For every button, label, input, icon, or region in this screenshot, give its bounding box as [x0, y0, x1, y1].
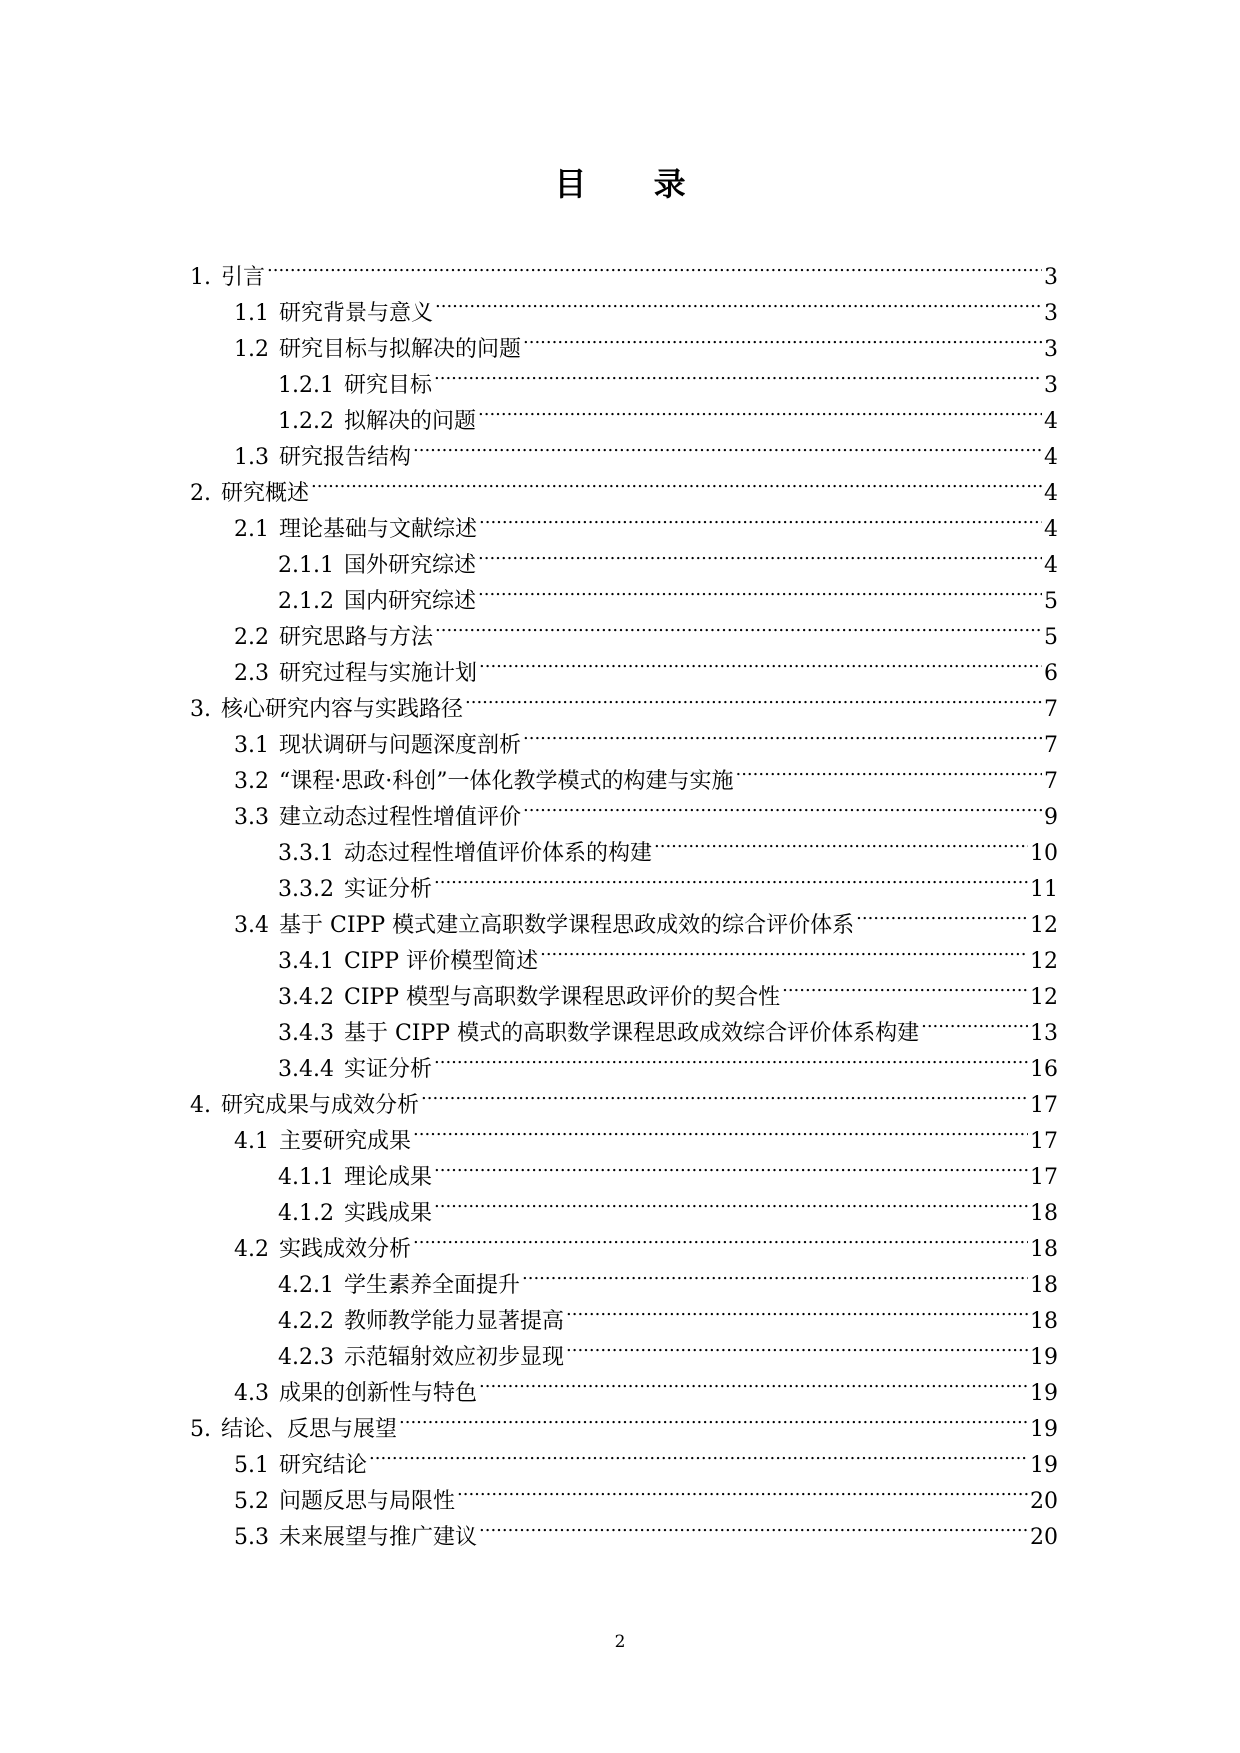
toc-entry-text: 结论、反思与展望 — [221, 1417, 398, 1442]
toc-entry-number: 3.3 — [234, 805, 269, 830]
toc-entry-number: 2.3 — [234, 661, 269, 686]
toc-entry-label — [234, 728, 521, 764]
toc-entry-number: 3.4.4 — [278, 1057, 334, 1082]
toc-entry-text: 实践成效分析 — [279, 1237, 412, 1262]
toc-leader-dots — [540, 932, 1028, 968]
toc-entry-number: 4.2.2 — [278, 1309, 334, 1334]
toc-entry-number: 3.4.2 — [278, 985, 334, 1010]
toc-entry-page: 7 — [1044, 769, 1058, 794]
toc-entry-label — [234, 1232, 411, 1268]
toc-entry-text: 研究思路与方法 — [279, 625, 434, 650]
toc-entry-text: 研究成果与成效分析 — [221, 1093, 420, 1118]
toc-entry-number: 2.2 — [234, 625, 269, 650]
toc-entry-page: 3 — [1044, 265, 1058, 290]
toc-entry-label — [278, 548, 476, 584]
toc-leader-dots — [434, 356, 1042, 392]
toc-entry-page: 3 — [1044, 301, 1058, 326]
toc-leader-dots — [434, 1184, 1028, 1220]
toc-entry-number: 5.1 — [234, 1453, 269, 1478]
toc-entry-number: 3.2 — [234, 769, 269, 794]
toc-entry-page: 19 — [1030, 1453, 1058, 1478]
toc-entry-page: 16 — [1030, 1057, 1058, 1082]
toc-entry-label — [234, 800, 521, 836]
toc-entry-label — [190, 476, 309, 512]
toc-leader-dots — [434, 860, 1028, 896]
toc-entry-label — [190, 260, 265, 296]
toc-leader-dots — [413, 428, 1042, 464]
toc-leader-dots — [479, 1364, 1028, 1400]
toc-entry-text: 教师教学能力显著提高 — [343, 1309, 564, 1334]
toc-entry-text: 国内研究综述 — [343, 589, 476, 614]
toc-entry-page: 19 — [1030, 1417, 1058, 1442]
toc-leader-dots — [479, 1508, 1028, 1544]
toc-entry-page: 5 — [1044, 589, 1058, 614]
toc-leader-dots — [478, 392, 1042, 428]
toc-leader-dots — [566, 1328, 1028, 1364]
toc-entry-2[interactable] — [190, 464, 1058, 506]
toc-entry-page: 20 — [1030, 1525, 1058, 1550]
toc-entry-label — [190, 692, 463, 728]
toc-leader-dots — [421, 1076, 1028, 1112]
toc-entry-number: 3.3.2 — [278, 877, 334, 902]
toc-leader-dots — [399, 1400, 1028, 1436]
toc-entry-text: CIPP 模型与高职数学课程思政评价的契合性 — [343, 985, 781, 1010]
toc-entry-text: 引言 — [221, 265, 266, 290]
toc-entry-number: 5.3 — [234, 1525, 269, 1550]
toc-entry-label — [278, 1052, 432, 1088]
toc-entry-text: 理论基础与文献综述 — [279, 517, 478, 542]
toc-entry-number: 5. — [190, 1417, 211, 1442]
toc-entry-number: 3.4.3 — [278, 1021, 334, 1046]
toc-entry-text: 基于 CIPP 模式建立高职数学课程思政成效的综合评价体系 — [279, 913, 855, 938]
toc-entry-number: 3.3.1 — [278, 841, 334, 866]
toc-entry-page: 9 — [1044, 805, 1058, 830]
toc-entry-text: 基于 CIPP 模式的高职数学课程思政成效综合评价体系构建 — [343, 1021, 920, 1046]
toc-leader-dots — [478, 536, 1042, 572]
toc-entry-page: 12 — [1030, 985, 1058, 1010]
toc-entry-label — [234, 620, 433, 656]
toc-entry-page: 19 — [1030, 1345, 1058, 1370]
toc-entry-number: 4.2.3 — [278, 1345, 334, 1370]
toc-leader-dots — [369, 1436, 1028, 1472]
toc-entry-number: 1.2.1 — [278, 373, 334, 398]
toc-entry-number: 4. — [190, 1093, 211, 1118]
toc-entry-text: 动态过程性增值评价体系的构建 — [343, 841, 652, 866]
toc-entry-number: 2.1 — [234, 517, 269, 542]
table-of-contents — [190, 248, 1058, 1550]
toc-entry-text: 建立动态过程性增值评价 — [279, 805, 522, 830]
toc-entry-number: 1.3 — [234, 445, 269, 470]
toc-entry-text: 研究目标与拟解决的问题 — [279, 337, 522, 362]
toc-entry-label — [234, 296, 433, 332]
toc-entry-text: 研究目标 — [343, 373, 432, 398]
toc-entry-label — [278, 1196, 432, 1232]
toc-leader-dots — [735, 752, 1042, 788]
toc-entry-page: 20 — [1030, 1489, 1058, 1514]
toc-entry-page: 4 — [1044, 481, 1058, 506]
toc-entry-number: 4.3 — [234, 1381, 269, 1406]
toc-entry-label — [234, 1124, 411, 1160]
toc-leader-dots — [478, 572, 1042, 608]
toc-entry-page: 4 — [1044, 409, 1058, 434]
toc-entry-page: 18 — [1030, 1201, 1058, 1226]
toc-entry-text: 学生素养全面提升 — [343, 1273, 520, 1298]
toc-entry-label — [190, 1088, 419, 1124]
toc-entry-label — [234, 1448, 367, 1484]
toc-entry-text: “课程·思政·科创”一体化教学模式的构建与实施 — [279, 769, 734, 794]
toc-leader-dots — [413, 1220, 1028, 1256]
toc-entry-number: 3. — [190, 697, 211, 722]
toc-entry-text: 问题反思与局限性 — [279, 1489, 456, 1514]
page-title: 目 录 — [554, 165, 714, 203]
toc-entry-number: 1.2 — [234, 337, 269, 362]
toc-leader-dots — [435, 284, 1042, 320]
toc-entry-label — [278, 368, 432, 404]
toc-entry-text: CIPP 评价模型简述 — [343, 949, 539, 974]
toc-entry-page: 3 — [1044, 373, 1058, 398]
toc-entry-label — [234, 512, 477, 548]
toc-entry-number: 4.2.1 — [278, 1273, 334, 1298]
toc-leader-dots — [522, 1256, 1028, 1292]
toc-leader-dots — [413, 1112, 1028, 1148]
toc-entry-page: 7 — [1044, 733, 1058, 758]
toc-entry-text: 研究背景与意义 — [279, 301, 434, 326]
toc-entry-text: 研究过程与实施计划 — [279, 661, 478, 686]
toc-entry-2-1[interactable] — [190, 500, 1058, 542]
toc-entry-label — [278, 944, 538, 980]
toc-leader-dots — [856, 896, 1028, 932]
toc-leader-dots — [523, 716, 1042, 752]
toc-entry-number: 2.1.2 — [278, 589, 334, 614]
toc-entry-number: 1.1 — [234, 301, 269, 326]
toc-entry-page: 12 — [1030, 949, 1058, 974]
toc-leader-dots — [566, 1292, 1028, 1328]
toc-entry-number: 4.1 — [234, 1129, 269, 1154]
toc-leader-dots — [654, 824, 1028, 860]
toc-entry-text: 研究概述 — [221, 481, 310, 506]
toc-entry-label — [278, 1160, 432, 1196]
toc-entry-page: 18 — [1030, 1237, 1058, 1262]
toc-entry-text: 现状调研与问题深度剖析 — [279, 733, 522, 758]
toc-entry-page: 10 — [1030, 841, 1058, 866]
toc-entry-page: 7 — [1044, 697, 1058, 722]
toc-entry-1-1[interactable] — [190, 284, 1058, 326]
toc-entry-page: 4 — [1044, 517, 1058, 542]
toc-entry-number: 3.1 — [234, 733, 269, 758]
toc-leader-dots — [435, 608, 1042, 644]
toc-entry-label — [234, 656, 477, 692]
toc-entry-page: 6 — [1044, 661, 1058, 686]
toc-entry-text: 实践成果 — [343, 1201, 432, 1226]
toc-entry-label — [278, 1304, 564, 1340]
toc-entry-number: 3.4 — [234, 913, 269, 938]
toc-entry-page: 3 — [1044, 337, 1058, 362]
toc-leader-dots — [434, 1148, 1028, 1184]
toc-entry-page: 4 — [1044, 553, 1058, 578]
toc-entry-label — [190, 1412, 397, 1448]
toc-entry-text: 实证分析 — [343, 877, 432, 902]
toc-entry-page: 5 — [1044, 625, 1058, 650]
toc-entry-label — [278, 872, 432, 908]
toc-leader-dots — [311, 464, 1042, 500]
toc-leader-dots — [523, 788, 1042, 824]
toc-entry-label — [234, 1520, 477, 1556]
toc-leader-dots — [267, 248, 1042, 284]
toc-entry-text: 实证分析 — [343, 1057, 432, 1082]
toc-entry-page: 12 — [1030, 913, 1058, 938]
toc-entry-text: 国外研究综述 — [343, 553, 476, 578]
toc-entry-number: 4.1.1 — [278, 1165, 334, 1190]
toc-entry-text: 研究结论 — [279, 1453, 368, 1478]
toc-entry-text: 核心研究内容与实践路径 — [221, 697, 464, 722]
toc-entry-text: 理论成果 — [343, 1165, 432, 1190]
toc-leader-dots — [457, 1472, 1028, 1508]
toc-leader-dots — [465, 680, 1042, 716]
toc-entry-number: 1. — [190, 265, 211, 290]
toc-entry-text: 研究报告结构 — [279, 445, 412, 470]
toc-entry-label — [278, 980, 780, 1016]
toc-entry-number: 3.4.1 — [278, 949, 334, 974]
toc-entry-label — [234, 1484, 455, 1520]
toc-entry-number: 2.1.1 — [278, 553, 334, 578]
toc-entry-text: 主要研究成果 — [279, 1129, 412, 1154]
toc-entry-page: 17 — [1030, 1129, 1058, 1154]
toc-leader-dots — [434, 1040, 1028, 1076]
toc-entry-text: 拟解决的问题 — [343, 409, 476, 434]
toc-entry-page: 13 — [1030, 1021, 1058, 1046]
page-number: 2 — [614, 1632, 626, 1652]
toc-entry-label — [278, 1268, 520, 1304]
toc-entry-number: 4.1.2 — [278, 1201, 334, 1226]
toc-entry-page: 4 — [1044, 445, 1058, 470]
toc-leader-dots — [921, 1004, 1028, 1040]
toc-leader-dots — [782, 968, 1028, 1004]
toc-entry-page: 17 — [1030, 1093, 1058, 1118]
toc-entry-page: 17 — [1030, 1165, 1058, 1190]
toc-entry-page: 19 — [1030, 1381, 1058, 1406]
toc-entry-number: 5.2 — [234, 1489, 269, 1514]
toc-leader-dots — [479, 500, 1042, 536]
toc-entry-1[interactable] — [190, 248, 1058, 290]
toc-entry-page: 18 — [1030, 1273, 1058, 1298]
toc-entry-text: 成果的创新性与特色 — [279, 1381, 478, 1406]
toc-entry-number: 1.2.2 — [278, 409, 334, 434]
toc-leader-dots — [479, 644, 1042, 680]
toc-entry-text: 示范辐射效应初步显现 — [343, 1345, 564, 1370]
toc-entry-text: 未来展望与推广建议 — [279, 1525, 478, 1550]
toc-entry-number: 2. — [190, 481, 211, 506]
toc-entry-page: 18 — [1030, 1309, 1058, 1334]
toc-entry-page: 11 — [1030, 877, 1058, 902]
toc-entry-number: 4.2 — [234, 1237, 269, 1262]
toc-leader-dots — [523, 320, 1042, 356]
